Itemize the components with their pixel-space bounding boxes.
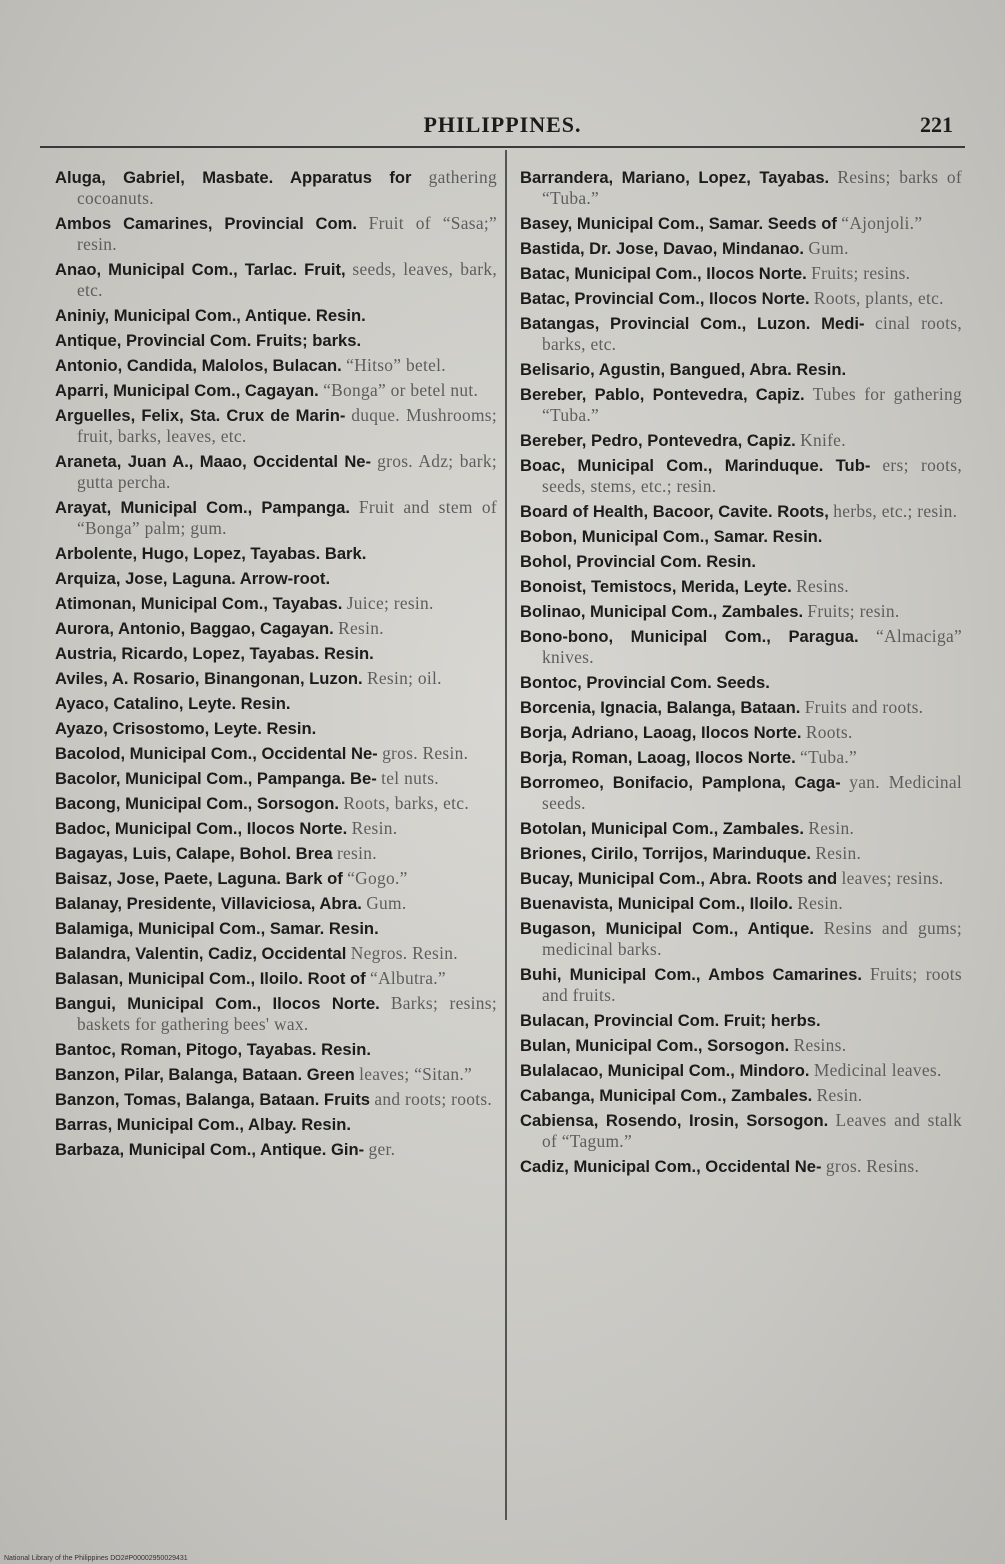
exhibit-description: yan. Medicinal seeds. (542, 772, 962, 813)
exhibitor-name: Arbolente, Hugo, Lopez, Tayabas. Bark. (55, 544, 367, 563)
list-item (55, 593, 497, 614)
exhibit-description: “Gogo.” (347, 868, 408, 888)
exhibitor-name: Borja, Adriano, Laoag, Ilocos Norte. (520, 723, 802, 742)
exhibit-description: Tubes for gathering “Tuba.” (542, 384, 962, 425)
exhibit-description: “Bonga” or betel nut. (323, 380, 479, 400)
exhibitor-name: Antique, Provincial Com. Fruits; barks. (55, 331, 362, 350)
exhibitor-name: Buhi, Municipal Com., Ambos Camarines. (520, 965, 862, 984)
list-item (520, 918, 962, 960)
list-item (55, 918, 497, 939)
exhibitor-name: Barrandera, Mariano, Lopez, Tayabas. (520, 168, 830, 187)
list-item (55, 643, 497, 664)
list-item (55, 968, 497, 989)
list-item (55, 305, 497, 326)
exhibitor-name: Ambos Camarines, Provincial Com. (55, 214, 358, 233)
exhibitor-name: Bonoist, Temistocs, Merida, Leyte. (520, 577, 792, 596)
exhibitor-name: Arayat, Municipal Com., Pampanga. (55, 498, 350, 517)
exhibit-description: Juice; resin. (346, 593, 434, 613)
page-title: PHILIPPINES. (423, 112, 582, 137)
exhibitor-name: Bacolod, Municipal Com., Occidental Ne- (55, 744, 378, 763)
list-item (520, 843, 962, 864)
exhibit-description: Resins. (796, 576, 849, 596)
list-item (55, 768, 497, 789)
exhibitor-name: Briones, Cirilo, Torrijos, Marinduque. (520, 844, 812, 863)
exhibit-description: gathering cocoanuts. (77, 167, 497, 208)
list-item (520, 672, 962, 693)
exhibitor-name: Bagayas, Luis, Calape, Bohol. Brea (55, 844, 333, 863)
list-item (520, 238, 962, 259)
exhibit-description: leaves; resins. (841, 868, 944, 888)
exhibitor-name: Botolan, Municipal Com., Zambales. (520, 819, 804, 838)
exhibit-description: cinal roots, barks, etc. (542, 313, 962, 354)
exhibitor-name: Aluga, Gabriel, Masbate. Apparatus for (55, 168, 412, 187)
exhibitor-name: Atimonan, Municipal Com., Tayabas. (55, 594, 343, 613)
exhibitor-name: Cadiz, Municipal Com., Occidental Ne- (520, 1157, 822, 1176)
exhibit-description: Gum. (808, 238, 849, 258)
exhibitor-name: Baisaz, Jose, Paete, Laguna. Bark of (55, 869, 343, 888)
exhibit-description: “Ajonjoli.” (841, 213, 923, 233)
list-item (55, 451, 497, 493)
exhibitor-name: Bangui, Municipal Com., Ilocos Norte. (55, 994, 380, 1013)
exhibit-description: Medicinal leaves. (813, 1060, 942, 1080)
exhibit-description: Roots, barks, etc. (343, 793, 469, 813)
exhibitor-name: Anao, Municipal Com., Tarlac. Fruit, (55, 260, 346, 279)
exhibitor-name: Bastida, Dr. Jose, Davao, Mindanao. (520, 239, 805, 258)
list-item (520, 430, 962, 451)
exhibitor-name: Badoc, Municipal Com., Ilocos Norte. (55, 819, 348, 838)
exhibit-description: Fruits; resin. (807, 601, 900, 621)
header-rule (40, 146, 965, 148)
list-item (520, 1156, 962, 1177)
exhibit-description: Fruits; resins. (811, 263, 911, 283)
exhibit-description: Resins and gums; medicinal barks. (542, 918, 962, 959)
exhibitor-name: Bulalacao, Municipal Com., Mindoro. (520, 1061, 810, 1080)
list-item (520, 1085, 962, 1106)
exhibitor-name: Bobon, Municipal Com., Samar. Resin. (520, 527, 823, 546)
list-item (55, 618, 497, 639)
list-item (55, 793, 497, 814)
exhibitor-name: Bono-bono, Municipal Com., Paragua. (520, 627, 859, 646)
list-item (55, 1064, 497, 1085)
exhibitor-name: Borja, Roman, Laoag, Ilocos Norte. (520, 748, 796, 767)
exhibitor-name: Batangas, Provincial Com., Luzon. Medi- (520, 314, 865, 333)
list-item (520, 818, 962, 839)
exhibit-description: “Tuba.” (800, 747, 858, 767)
exhibitor-name: Balamiga, Municipal Com., Samar. Resin. (55, 919, 379, 938)
list-item (520, 384, 962, 426)
exhibitor-name: Balanay, Presidente, Villaviciosa, Abra. (55, 894, 362, 913)
exhibit-description: Fruit of “Sasa;” resin. (77, 213, 497, 254)
list-item (520, 526, 962, 547)
list-item (520, 288, 962, 309)
exhibitor-name: Bohol, Provincial Com. Resin. (520, 552, 757, 571)
list-item (55, 868, 497, 889)
exhibitor-name: Bugason, Municipal Com., Antique. (520, 919, 814, 938)
list-item (55, 718, 497, 739)
list-item (55, 380, 497, 401)
list-item (55, 405, 497, 447)
list-item (520, 313, 962, 355)
exhibit-description: Fruits; roots and fruits. (542, 964, 962, 1005)
list-item (520, 167, 962, 209)
exhibitor-name: Balasan, Municipal Com., Iloilo. Root of (55, 969, 366, 988)
list-item (55, 843, 497, 864)
exhibit-description: tel nuts. (381, 768, 439, 788)
exhibitor-name: Board of Health, Bacoor, Cavite. Roots, (520, 502, 829, 521)
exhibit-description: Roots, plants, etc. (813, 288, 944, 308)
list-item (55, 1089, 497, 1110)
list-item (520, 455, 962, 497)
exhibitor-name: Bacong, Municipal Com., Sorsogon. (55, 794, 339, 813)
exhibit-description: Barks; resins; baskets for gathering bees' wax. (77, 993, 497, 1034)
list-item (55, 1139, 497, 1160)
exhibitor-name: Cabiensa, Rosendo, Irosin, Sorsogon. (520, 1111, 829, 1130)
exhibitor-name: Bacolor, Municipal Com., Pampanga. Be- (55, 769, 377, 788)
list-item (520, 1010, 962, 1031)
exhibitor-name: Austria, Ricardo, Lopez, Tayabas. Resin. (55, 644, 374, 663)
exhibitor-name: Bantoc, Roman, Pitogo, Tayabas. Resin. (55, 1040, 371, 1059)
exhibit-description: gros. Adz; bark; gutta percha. (77, 451, 497, 492)
exhibitor-name: Belisario, Agustin, Bangued, Abra. Resin. (520, 360, 847, 379)
exhibitor-name: Bulan, Municipal Com., Sorsogon. (520, 1036, 790, 1055)
list-item (55, 668, 497, 689)
list-item (55, 568, 497, 589)
list-item (520, 747, 962, 768)
exhibit-description: ers; roots, seeds, stems, etc.; resin. (542, 455, 962, 496)
exhibitor-name: Araneta, Juan A., Maao, Occidental Ne- (55, 452, 372, 471)
exhibit-description: leaves; “Sitan.” (359, 1064, 473, 1084)
exhibitor-name: Ayazo, Crisostomo, Leyte. Resin. (55, 719, 317, 738)
exhibitor-name: Borromeo, Bonifacio, Pamplona, Caga- (520, 773, 841, 792)
list-item (55, 1039, 497, 1060)
exhibit-description: and roots; roots. (374, 1089, 493, 1109)
exhibitor-name: Buenavista, Municipal Com., Iloilo. (520, 894, 793, 913)
list-item (520, 772, 962, 814)
exhibit-description: Gum. (366, 893, 407, 913)
list-item (520, 697, 962, 718)
exhibit-description: ger. (368, 1139, 396, 1159)
list-item (55, 213, 497, 255)
exhibit-description: Resins. (793, 1035, 847, 1055)
exhibit-description: “Albutra.” (370, 968, 446, 988)
list-item (520, 893, 962, 914)
exhibit-description: gros. Resin. (382, 743, 469, 763)
exhibit-description: Resin. (816, 1085, 863, 1105)
exhibit-description: “Almaciga” knives. (542, 626, 962, 667)
exhibitor-name: Bulacan, Provincial Com. Fruit; herbs. (520, 1011, 821, 1030)
left-column (55, 167, 497, 1164)
list-item (520, 626, 962, 668)
list-item (520, 1110, 962, 1152)
list-item (520, 551, 962, 572)
list-item (520, 213, 962, 234)
exhibit-description: “Hitso” betel. (346, 355, 446, 375)
exhibit-description: Resin. (808, 818, 855, 838)
exhibit-description: Negros. Resin. (350, 943, 458, 963)
exhibitor-name: Basey, Municipal Com., Samar. Seeds of (520, 214, 837, 233)
list-item (55, 355, 497, 376)
exhibit-description: Fruits and roots. (804, 697, 924, 717)
list-item (55, 543, 497, 564)
list-item (520, 601, 962, 622)
exhibit-description: herbs, etc.; resin. (833, 501, 958, 521)
list-item (520, 964, 962, 1006)
list-item (55, 497, 497, 539)
exhibitor-name: Antonio, Candida, Malolos, Bulacan. (55, 356, 342, 375)
exhibitor-name: Batac, Provincial Com., Ilocos Norte. (520, 289, 810, 308)
exhibit-description: resin. (336, 843, 377, 863)
list-item (55, 693, 497, 714)
exhibitor-name: Aparri, Municipal Com., Cagayan. (55, 381, 319, 400)
exhibitor-name: Bolinao, Municipal Com., Zambales. (520, 602, 804, 621)
list-item (520, 722, 962, 743)
list-item (520, 501, 962, 522)
exhibitor-name: Cabanga, Municipal Com., Zambales. (520, 1086, 813, 1105)
list-item (55, 893, 497, 914)
exhibitor-name: Balandra, Valentin, Cadiz, Occidental (55, 944, 347, 963)
list-item (55, 167, 497, 209)
exhibit-description: Resin. (338, 618, 384, 638)
exhibitor-name: Aurora, Antonio, Baggao, Cagayan. (55, 619, 334, 638)
exhibit-description: duque. Mushrooms; fruit, barks, leaves, etc. (77, 405, 497, 446)
exhibitor-name: Aniniy, Municipal Com., Antique. Resin. (55, 306, 366, 325)
exhibitor-name: Batac, Municipal Com., Ilocos Norte. (520, 264, 807, 283)
exhibit-description: seeds, leaves, bark, etc. (77, 259, 497, 300)
page-number: 221 (920, 112, 953, 137)
list-item (55, 943, 497, 964)
exhibit-description: Leaves and stalk of “Tagum.” (542, 1110, 962, 1151)
exhibit-description: Knife. (800, 430, 846, 450)
exhibit-description: Fruit and stem of “Bonga” palm; gum. (77, 497, 497, 538)
exhibitor-name: Bontoc, Provincial Com. Seeds. (520, 673, 770, 692)
exhibit-description: Resin. (351, 818, 398, 838)
exhibitor-name: Barbaza, Municipal Com., Antique. Gin- (55, 1140, 365, 1159)
exhibit-description: Resin; oil. (366, 668, 442, 688)
exhibitor-name: Bereber, Pedro, Pontevedra, Capiz. (520, 431, 796, 450)
column-divider (505, 150, 507, 1520)
exhibitor-name: Aviles, A. Rosario, Binangonan, Luzon. (55, 669, 363, 688)
list-item (520, 1035, 962, 1056)
exhibitor-name: Arquiza, Jose, Laguna. Arrow-root. (55, 569, 331, 588)
exhibitor-name: Banzon, Tomas, Balanga, Bataan. Fruits (55, 1090, 371, 1109)
list-item (520, 263, 962, 284)
exhibitor-name: Barras, Municipal Com., Albay. Resin. (55, 1115, 351, 1134)
list-item (520, 576, 962, 597)
list-item (55, 993, 497, 1035)
list-item (55, 1114, 497, 1135)
list-item (520, 359, 962, 380)
footer-credit: National Library of the Philippines DO2#P00002950029431 (4, 1555, 188, 1562)
exhibitor-name: Ayaco, Catalino, Leyte. Resin. (55, 694, 291, 713)
exhibitor-name: Borcenia, Ignacia, Balanga, Bataan. (520, 698, 801, 717)
exhibitor-name: Bucay, Municipal Com., Abra. Roots and (520, 869, 838, 888)
exhibit-description: Resins; barks of “Tuba.” (542, 167, 962, 208)
exhibitor-name: Bereber, Pablo, Pontevedra, Capiz. (520, 385, 805, 404)
exhibit-description: gros. Resins. (825, 1156, 920, 1176)
exhibit-description: Resin. (797, 893, 844, 913)
exhibit-description: Resin. (815, 843, 862, 863)
list-item (55, 743, 497, 764)
right-column (520, 167, 962, 1181)
exhibit-description: Roots. (805, 722, 853, 742)
list-item (520, 1060, 962, 1081)
list-item (55, 330, 497, 351)
list-item (520, 868, 962, 889)
exhibitor-name: Arguelles, Felix, Sta. Crux de Marin- (55, 406, 346, 425)
list-item (55, 818, 497, 839)
exhibitor-name: Banzon, Pilar, Balanga, Bataan. Green (55, 1065, 355, 1084)
list-item (55, 259, 497, 301)
page-header (40, 112, 965, 144)
exhibitor-name: Boac, Municipal Com., Marinduque. Tub- (520, 456, 871, 475)
